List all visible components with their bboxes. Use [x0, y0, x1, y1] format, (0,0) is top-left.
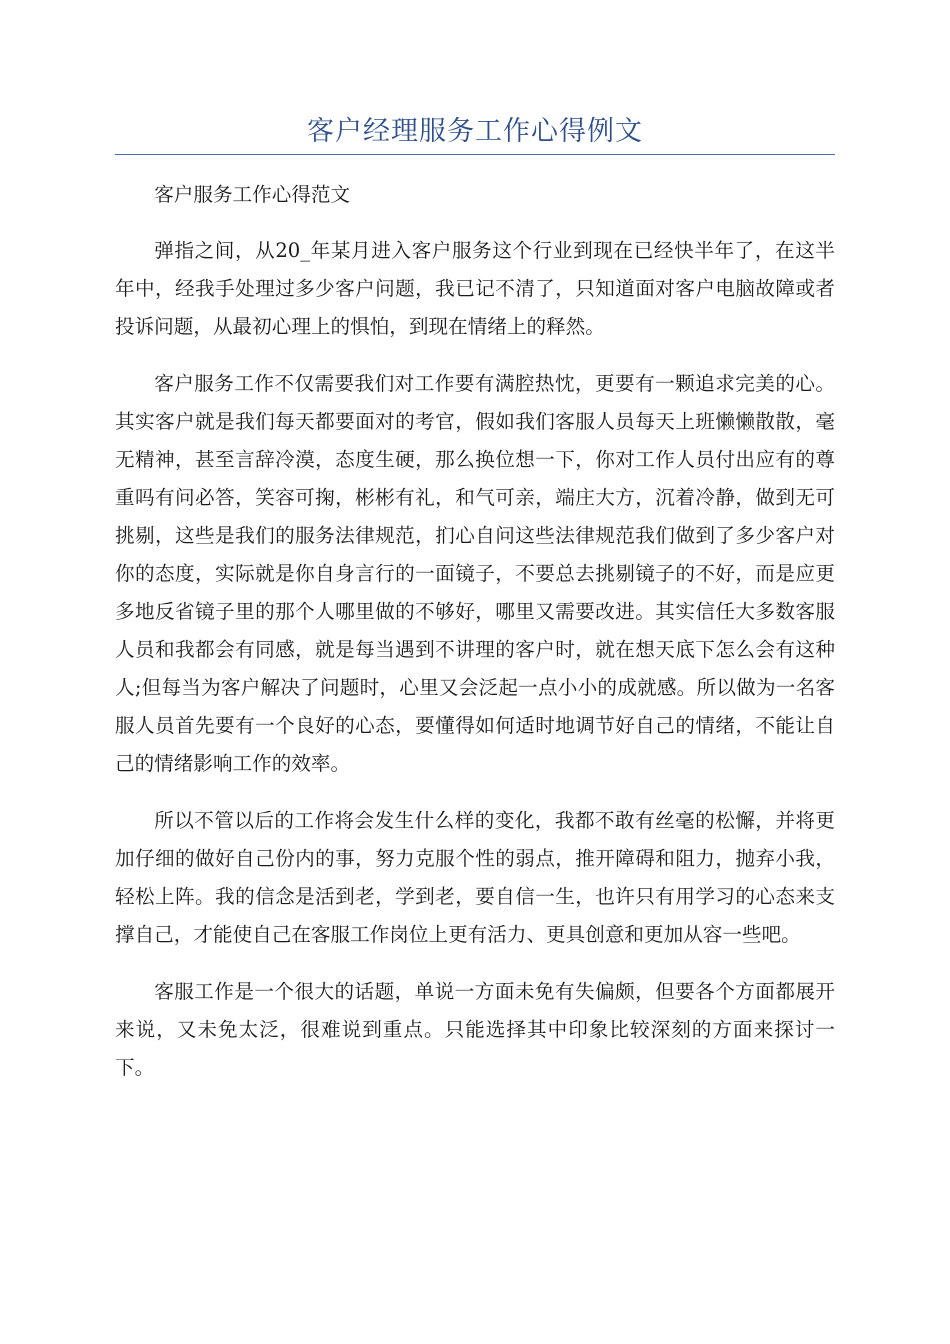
title-underline — [115, 154, 835, 155]
paragraph: 弹指之间，从20_年某月进入客户服务这个行业到现在已经快半年了，在这半年中，经我手处理过多少客户问题，我已记不清了，只知道面对客户电脑故障或者投诉问题，从最初心理上的惧怕，到现在情绪上的释然。 — [115, 239, 835, 338]
paragraph: 客户服务工作不仅需要我们对工作要有满腔热忱，更要有一颗追求完美的心。其实客户就是我们每天都要面对的考官，假如我们客服人员每天上班懒懒散散，毫无精神，甚至言辞冷漠，态度生硬，那么换位想一下，你对工作人员付出应有的尊重吗有问必答，笑容可掬，彬彬有礼，和气可亲，端庄大方，沉着冷静，做到无可挑剔，这些是我们的服务法律规范，扪心自问这些法律规范我们做到了多少客户对你的态度，实际就是你自身言行的一面镜子，不要总去挑剔镜子的不好，而是应更多地反省镜子里的那个人哪里做的不够好，哪里又需要改进。其实信任大多数客服人员和我都会有同感，就是每当遇到不讲理的客户时，就在想天底下怎么会有这种人;但每当为客户解决了问题时，心里又会泛起一点小小的成就感。所以做为一名客服人员首先要有一个良好的心态，要懂得如何适时地调节好自己的情绪，不能让自己的情绪影响工作的效率。 — [115, 372, 835, 775]
document-title: 客户经理服务工作心得例文 — [307, 116, 643, 147]
document-subtitle: 客户服务工作心得范文 — [154, 183, 351, 206]
document-body — [115, 176, 835, 1106]
paragraph: 客服工作是一个很大的话题，单说一方面未免有失偏颇，但要各个方面都展开来说，又未免太泛，很难说到重点。只能选择其中印象比较深刻的方面来探讨一下。 — [115, 980, 835, 1079]
paragraph: 所以不管以后的工作将会发生什么样的变化，我都不敢有丝毫的松懈，并将更加仔细的做好自己份内的事，努力克服个性的弱点，推开障碍和阻力，抛弃小我，轻松上阵。我的信念是活到老，学到老，要自信一生，也许只有用学习的心态来支撑自己，才能使自己在客服工作岗位上更有活力、更具创意和更加从容一些吧。 — [115, 809, 835, 946]
